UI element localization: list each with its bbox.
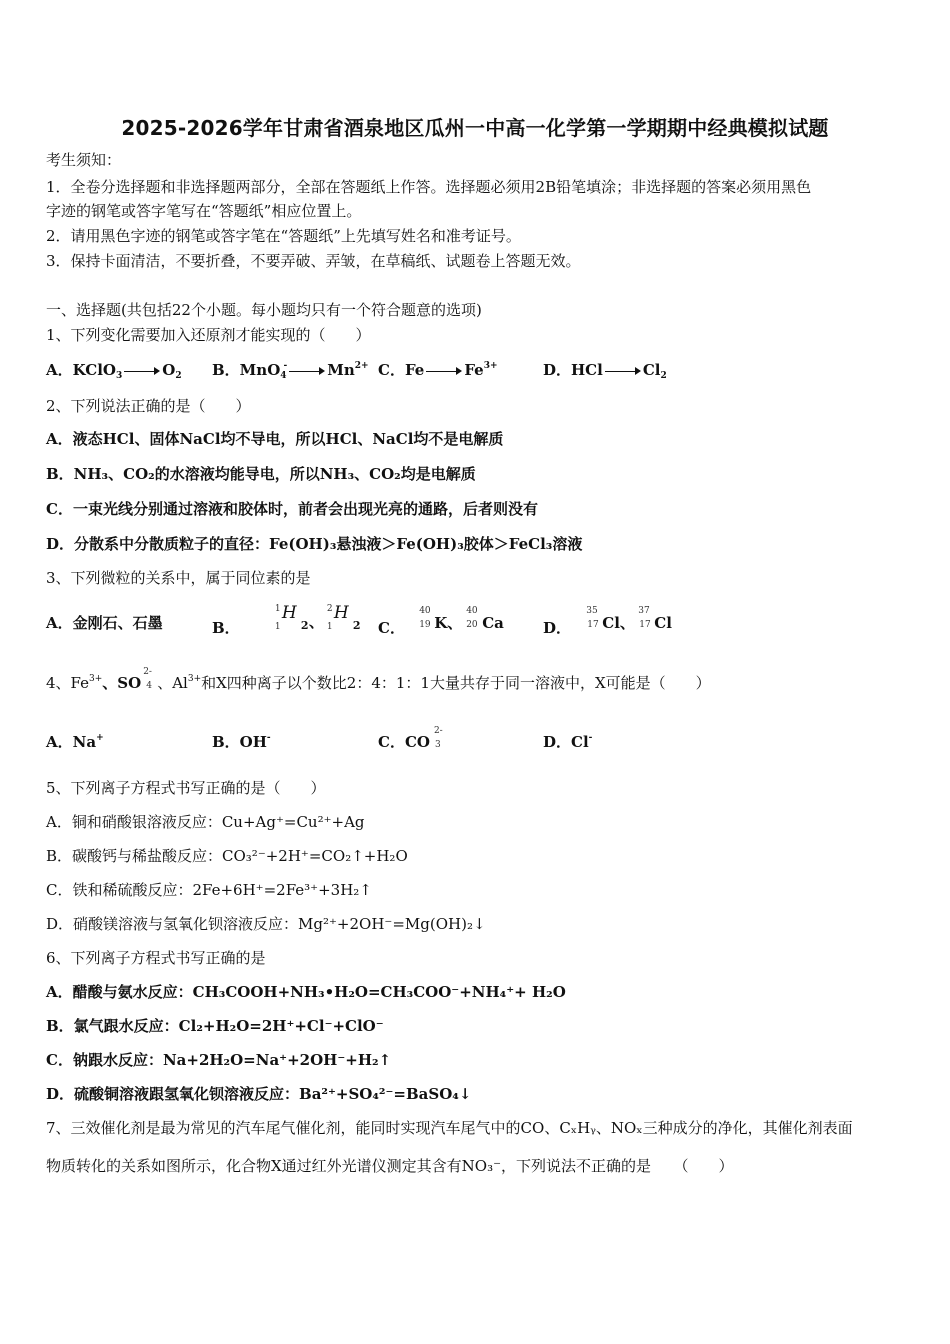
q5-stem: 5、下列离子方程式书写正确的是（ ） xyxy=(46,779,326,797)
q3-option-c[interactable]: C． 40 19 K、 40 20 Ca xyxy=(378,606,504,637)
arrow-icon xyxy=(426,366,462,376)
q2-option-c[interactable]: C．一束光线分别通过溶液和胶体时，前者会出现光亮的通路，后者则没有 xyxy=(46,500,538,518)
q6-option-a[interactable]: A．醋酸与氨水反应：CH₃COOH+NH₃•H₂O=CH₃COO⁻+NH₄⁺+ H₂O xyxy=(46,983,566,1001)
arrow-icon xyxy=(124,366,160,376)
page-title: 2025-2026学年甘肃省酒泉地区瓜州一中高一化学第一学期期中经典模拟试题 xyxy=(121,116,829,140)
q3-stem: 3、下列微粒的关系中，属于同位素的是 xyxy=(46,569,311,587)
notice-item-1a: 1．全卷分选择题和非选择题两部分，全部在答题纸上作答。选择题必须用2B铅笔填涂；非选择题的答案必须用黑色 xyxy=(46,178,812,196)
q1-stem: 1、下列变化需要加入还原剂才能实现的（ ） xyxy=(46,326,371,344)
q1-option-d[interactable]: D．HCl $Cl_2$ xyxy=(543,361,667,381)
q3-option-a[interactable]: A．金刚石、石墨 xyxy=(46,614,163,632)
q4-option-d[interactable]: D．Cl- xyxy=(543,733,593,751)
q2-option-d[interactable]: D．分散系中分散质粒子的直径：Fe(OH)₃悬浊液＞Fe(OH)₃胶体＞FeCl₃溶液 xyxy=(46,535,583,553)
q2-option-b[interactable]: B．NH₃、CO₂的水溶液均能导电，所以NH₃、CO₂均是电解质 xyxy=(46,465,476,483)
q2-option-a[interactable]: A．液态HCl、固体NaCl均不导电，所以HCl、NaCl均不是电解质 xyxy=(46,430,504,448)
q2-stem: 2、下列说法正确的是（ ） xyxy=(46,397,251,415)
q3-option-b[interactable]: B． 1 1 H 2 、 2 1 H 2 xyxy=(212,603,361,637)
q6-stem: 6、下列离子方程式书写正确的是 xyxy=(46,949,266,967)
notice-heading: 考生须知： xyxy=(46,151,122,169)
q6-option-b[interactable]: B．氯气跟水反应：Cl₂+H₂O=2H⁺+Cl⁻+ClO⁻ xyxy=(46,1017,384,1035)
q5-option-c[interactable]: C．铁和稀硫酸反应：2Fe+6H⁺=2Fe³⁺+3H₂↑ xyxy=(46,881,372,899)
q6-option-c[interactable]: C．钠跟水反应：Na+2H₂O=Na⁺+2OH⁻+H₂↑ xyxy=(46,1051,392,1069)
notice-item-2: 2．请用黑色字迹的钢笔或答字笔在“答题纸”上先填写姓名和准考证号。 xyxy=(46,227,521,245)
q5-option-a[interactable]: A．铜和硝酸银溶液反应：Cu+Ag⁺=Cu²⁺+Ag xyxy=(46,813,365,831)
q4-option-c[interactable]: C．CO 2- 3 xyxy=(378,726,443,751)
q4-stem: 4、$Fe^{3+}$、SO 2- 4 、$Al^{3+}$和X四种离子以个数比2：4：1：1大量共存于同一溶液中，X可能是（ ） xyxy=(46,667,711,692)
notice-item-3: 3．保持卡面清洁，不要折叠，不要弄破、弄皱，在草稿纸、试题卷上答题无效。 xyxy=(46,252,581,270)
notice-item-1b: 字迹的钢笔或答字笔写在“答题纸”相应位置上。 xyxy=(46,202,362,220)
section-heading: 一、选择题(共包括22个小题。每小题均只有一个符合题意的选项) xyxy=(46,301,482,319)
q1-option-c[interactable]: C．Fe $Fe^{3+}$ xyxy=(378,361,498,379)
q7-stem-line-1: 7、三效催化剂是最为常见的汽车尾气催化剂，能同时实现汽车尾气中的CO、CₓHᵧ、NOₓ三种成分的净化，其催化剂表面 xyxy=(46,1119,853,1137)
q1-option-b[interactable]: B．MnO$_4$- $Mn^{2+}$ xyxy=(212,361,369,381)
q3-option-d[interactable]: D． 35 17 Cl、 37 17 Cl xyxy=(543,606,672,637)
arrow-icon xyxy=(289,366,325,376)
q7-stem-line-2: 物质转化的关系如图所示，化合物X通过红外光谱仪测定其含有NO₃⁻，下列说法不正确的是 （ ） xyxy=(46,1157,734,1175)
q6-option-d[interactable]: D．硫酸铜溶液跟氢氧化钡溶液反应：Ba²⁺+SO₄²⁻=BaSO₄↓ xyxy=(46,1085,472,1103)
q5-option-d[interactable]: D．硝酸镁溶液与氢氧化钡溶液反应：Mg²⁺+2OH⁻=Mg(OH)₂↓ xyxy=(46,915,486,933)
q1-option-a[interactable]: A．KClO$_3$ $O_2$ xyxy=(46,361,182,381)
q4-option-b[interactable]: B．OH- xyxy=(212,733,271,751)
q5-option-b[interactable]: B．碳酸钙与稀盐酸反应：CO₃²⁻+2H⁺=CO₂↑+H₂O xyxy=(46,847,408,865)
q4-option-a[interactable]: A．Na+ xyxy=(46,733,104,751)
q1-a-reactant: A．KClO xyxy=(46,361,116,379)
arrow-icon xyxy=(605,366,641,376)
